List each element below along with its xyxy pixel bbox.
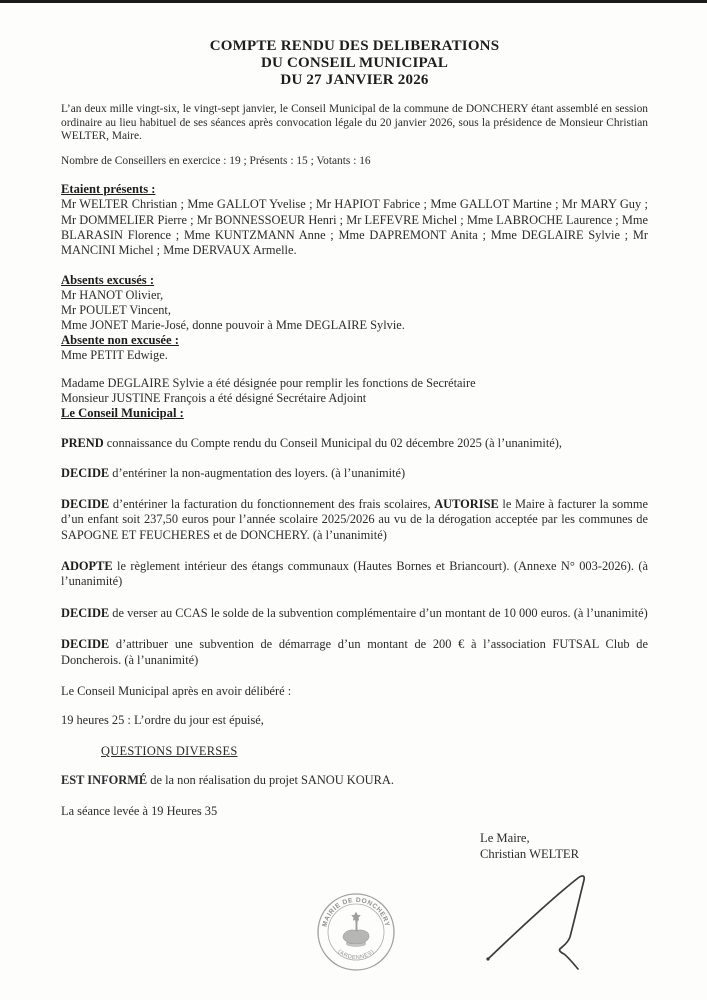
order-exhausted-line: 19 heures 25 : L’ordre du jour est épuisé, <box>61 713 264 728</box>
mairie-donchery-round-stamp <box>314 890 398 974</box>
absent-line: Mr POULET Vincent, <box>61 302 171 317</box>
absent-line: Mme JONET Marie-José, donne pouvoir à Mme DEGLAIRE Sylvie. <box>61 317 405 332</box>
informed-line: EST INFORMÉ de la non réalisation du projet SANOU KOURA. <box>61 772 394 787</box>
questions-diverses-heading: QUESTIONS DIVERSES <box>101 743 238 758</box>
title-line-2: DU CONSEIL MUNICIPAL <box>260 55 449 71</box>
absent-not-excused-line: Mme PETIT Edwige. <box>61 347 168 362</box>
deliberation-paragraph: DECIDE d’entériner la non-augmentation des loyers. (à l’unanimité) <box>61 466 406 481</box>
title-line-1: COMPTE RENDU DES DELIBERATIONS <box>209 38 500 54</box>
stamp-coat-of-arms <box>343 912 369 947</box>
secretary-adjoint-line: Monsieur JUSTINE François a été désigné Secrétaire Adjoint <box>61 391 367 406</box>
handwritten-signature <box>478 860 602 982</box>
stamp-bottom-text: (ARDENNES) <box>336 948 376 962</box>
deliberation-paragraph: DECIDE d’attribuer une subvention de démarrage d’un montant de 200 € à l’association FUTSAL Club de Doncherois. (à l’unanimité) <box>61 637 648 667</box>
document-title <box>61 38 648 89</box>
svg-text:(ARDENNES) <box>336 949 375 961</box>
absent-section <box>61 273 648 362</box>
secretaries-section <box>61 376 648 421</box>
deliberation-paragraph: DECIDE de verser au CCAS le solde de la subvention complémentaire d’un montant de 10 000 euros. (à l’unanimité) <box>61 605 648 620</box>
signatory-name: Christian WELTER <box>480 846 579 861</box>
stamp-top-text: MAIRIE DE DONCHERY <box>321 896 391 928</box>
councillors-count-line: Nombre de Conseillers en exercice : 19 ; Présents : 15 ; Votants : 16 <box>61 154 371 167</box>
after-deliberation-line: Le Conseil Municipal après en avoir délibéré : <box>61 684 292 699</box>
signatory-role: Le Maire, <box>480 831 530 845</box>
deliberation-paragraph: ADOPTE le règlement intérieur des étangs communaux (Hautes Bornes et Briancourt). (Annexe N° 003-2026). (à l’unanimité) <box>61 559 648 589</box>
absent-line: Mr HANOT Olivier, <box>61 288 164 303</box>
absent-not-excused-heading: Absente non excusée : <box>61 332 179 347</box>
absent-excused-heading: Absents excusés : <box>61 273 155 288</box>
closing-line: La séance levée à 19 Heures 35 <box>61 804 218 819</box>
council-heading: Le Conseil Municipal : <box>61 405 184 420</box>
present-heading: Etaient présents : <box>61 182 156 197</box>
title-line-3: DU 27 JANVIER 2026 <box>280 72 429 88</box>
signature-block <box>480 831 579 862</box>
intro-paragraph: L’an deux mille vingt-six, le vingt-sept janvier, le Conseil Municipal de la commune de DONCHERY étant assemblé en session ordinaire au lieu habituel de ses séances après convocation légale du 20 janvier 2026, sous la présidence de Monsieur Christian WELTER, Maire. <box>61 103 648 143</box>
deliberation-paragraph: PREND connaissance du Compte rendu du Conseil Municipal du 02 décembre 2025 (à l’unanimité), <box>61 435 563 450</box>
present-members-list: Mr WELTER Christian ; Mme GALLOT Yvelise ; Mr HAPIOT Fabrice ; Mme GALLOT Martine ; Mr MARY Guy ; Mr DOMMELIER Pierre ; Mr BONNESSOEUR Henri ; Mr LEFEVRE Michel ; Mme LABROCHE Laurence ; Mme BLARASIN Florence ; Mme KUNTZMANN Anne ; Mme DAPREMONT Anita ; Mme DEGLAIRE Sylvie ; Mr MANCINI Michel ; Mme DERVAUX Armelle. <box>61 197 648 257</box>
present-section <box>61 182 648 258</box>
secretary-line: Madame DEGLAIRE Sylvie a été désignée pour remplir les fonctions de Secrétaire <box>61 376 476 391</box>
deliberation-paragraph: DECIDE d’entériner la facturation du fonctionnement des frais scolaires, AUTORISE le Maire à facturer la somme d’un enfant soit 237,50 euros pour l’année scolaire 2025/2026 au vu de la dérogation acceptée par les communes de SAPOGNE ET FEUCHERES et de DONCHERY. (à l’unanimité) <box>61 496 648 542</box>
